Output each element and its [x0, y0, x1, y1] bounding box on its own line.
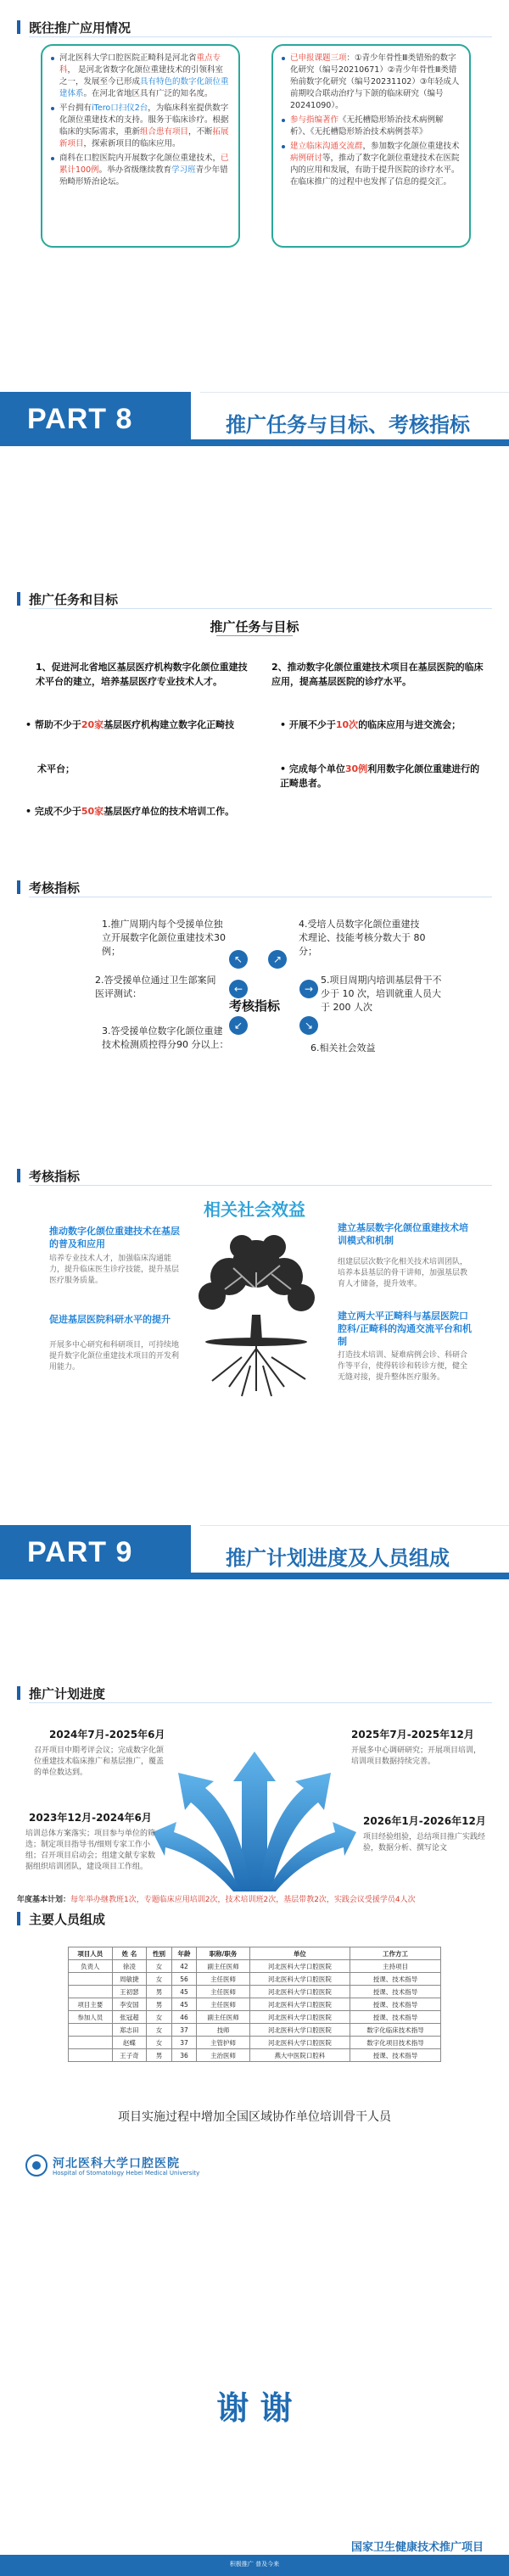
section-title: 考核指标 [29, 880, 81, 896]
section-header [0, 15, 509, 37]
annual-plan: 年度基本计划：每年举办继教班1次，专题临床应用培训2次，技术培训班2次，基层带教2次，实践会议受援学员4人次 [17, 1896, 416, 1904]
section-header [0, 875, 509, 897]
section-title: 既往推广应用情况 [29, 20, 131, 36]
table-cell: 参加人员 [69, 2011, 113, 2024]
table-cell: 授课、技术指导 [350, 1973, 440, 1986]
table-cell: 副主任医师 [197, 2011, 250, 2024]
table-cell: 男 [147, 1998, 172, 2011]
table-cell: 项目主要 [69, 1998, 113, 2011]
hospital-logo-icon [25, 2154, 48, 2176]
table-row [69, 2037, 441, 2049]
table-cell: 女 [147, 1973, 172, 1986]
section-rule [29, 36, 492, 37]
schedule-desc: 项目经验组验，总结项目推广实践经验，数据分析、撰写论文 [363, 1833, 486, 1852]
table-cell [69, 2037, 113, 2049]
section-marker [17, 1686, 20, 1700]
subtitle-rule [216, 635, 293, 636]
part-title-block [200, 392, 509, 446]
table-cell: 37 [171, 2024, 197, 2037]
task-item-cont: 术平台； [37, 763, 75, 774]
arrow-circle-icon: ↖ [229, 950, 248, 969]
table-cell: 副主任医师 [197, 1960, 250, 1973]
indicator-3: 3.答受援单位数字化颌位重建技术检测质控得分90 分以上： [102, 1025, 229, 1050]
history-card-left [41, 44, 240, 248]
history-item: 参与指编著作《无托槽隐形矫治技术病例解析》、《无托槽隐形矫治技术病例荟萃》 [282, 115, 461, 138]
hospital-name: 河北医科大学口腔医院 [53, 2157, 180, 2171]
table-cell: 河北医科大学口腔医院 [249, 1986, 350, 1998]
section-header [0, 587, 509, 609]
schedule-period: 2023年12月-2024年6月 [29, 1812, 152, 1824]
table-cell [69, 2024, 113, 2037]
table-cell: 河北医科大学口腔医院 [249, 2037, 350, 2049]
section-header [0, 1164, 509, 1186]
arrow-circle-icon: ← [229, 980, 248, 998]
table-cell: 河北医科大学口腔医院 [249, 1960, 350, 1973]
section-rule [29, 608, 492, 609]
section-header [0, 1907, 509, 1929]
schedule-period: 2025年7月-2025年12月 [351, 1729, 474, 1741]
section-marker [17, 1912, 20, 1925]
table-cell: 河北医科大学口腔医院 [249, 1998, 350, 2011]
task-item: • 帮助不少于20家基层医疗机构建立数字化正畸技 [25, 719, 235, 730]
table-row [69, 2024, 441, 2037]
table-cell: 46 [171, 2011, 197, 2024]
table-cell: 李安国 [112, 1998, 147, 2011]
table-cell: 授课、技术指导 [350, 2011, 440, 2024]
arrows-illustration [153, 1747, 356, 1891]
indicator-2: 2.答受援单位通过卫生部案间医评测试： [95, 975, 216, 999]
table-cell [69, 2049, 113, 2062]
section-title: 推广任务和目标 [29, 592, 119, 607]
indicator-5: 5.项目周期内培训基层骨干不少于 10 次，培训就重人员大于 200 人次 [321, 975, 442, 1013]
table-header-row: 项目人员 姓 名 性别 年龄 职称/职务 单位 工作方工 [69, 1947, 441, 1960]
table-cell: 主持项目 [350, 1960, 440, 1973]
history-item: 商科在口腔医院内开展数字化颌位重建技术，已累计100例。举办省级继续教育学习班青少年错殆畸形矫治论坛。 [51, 153, 230, 188]
footer-slogan: 积极推广 普及今来 [229, 2561, 280, 2568]
table-cell: 36 [171, 2049, 197, 2062]
indicator-6: 6.相关社会效益 [310, 1042, 376, 1053]
thanks-text: 谢 谢 [216, 2389, 293, 2427]
table-row [69, 2011, 441, 2024]
section-header [0, 1681, 509, 1703]
table-cell: 主任医师 [197, 1973, 250, 1986]
table-cell: 主任医师 [197, 1986, 250, 1998]
table-cell: 42 [171, 1960, 197, 1973]
section-marker [17, 880, 20, 894]
schedule-period: 2024年7月-2025年6月 [49, 1729, 165, 1741]
table-cell: 主任医师 [197, 1998, 250, 2011]
part-title: 推广任务与目标、考核指标 [226, 413, 470, 437]
history-item: 已申报课题三项：①青少年骨性Ⅲ类错殆的数字化研究（编号20210671）②青少年骨性Ⅲ类错殆前数字化研究（编号20231102）③年轻成人前期咬合联动治疗与下颌的临床研究（编号20241090）。 [282, 53, 461, 112]
arrow-circle-icon: ↙ [229, 1016, 248, 1035]
table-cell: 男 [147, 1986, 172, 1998]
indicator-center: 考核指标 [228, 998, 280, 1014]
table-cell: 王初瑟 [112, 1986, 147, 1998]
table-cell: 45 [171, 1986, 197, 1998]
part-stripe [0, 1573, 509, 1579]
table-cell: 张冠超 [112, 2011, 147, 2024]
table-row [69, 2049, 441, 2062]
indicator-1: 1.推广周期内每个受援单位独立开展数字化颌位重建技术30例； [102, 919, 226, 957]
part-number: PART 9 [27, 1536, 133, 1568]
history-item: 建立临床沟通交流群，参加数字化颌位重建技术病例研讨等，推动了数字化颌位重建技术在医院内的应用和发展，有助于提升医院的诊疗水平。在临床推广的过程中也发挥了信息的提交汇。 [282, 141, 461, 188]
table-cell: 周敏捷 [112, 1973, 147, 1986]
history-item: 平台拥有iTero口扫仪2台，为临床科室提供数字化颌位重建技术的支持。服务于临床诊疗。根据临床的实际需求，重新组合患有项目，不断拓展新项目，探索新项目的临床应用。 [51, 103, 230, 150]
section-title: 推广计划进度 [29, 1686, 106, 1702]
part-title-block [200, 1525, 509, 1579]
table-cell: 主管护师 [197, 2037, 250, 2049]
table-cell: 王子奇 [112, 2049, 147, 2062]
staff-note: 项目实施过程中增加全国区域协作单位培训骨干人员 [118, 2110, 391, 2124]
section-title: 主要人员组成 [29, 1912, 106, 1927]
table-cell: 授课、技术指导 [350, 1986, 440, 1998]
benefit-desc: 培养专业技术人才，加强临床沟通能力，提升临床医生诊疗技能，提升基层医疗服务质量。 [49, 1254, 180, 1285]
task-item: • 完成每个单位30例利用数字化颌位重建进行的正畸患者。 [280, 763, 480, 789]
table-cell: 女 [147, 2011, 172, 2024]
table-cell [69, 1986, 113, 1998]
table-cell: 燕大中医院口腔科 [249, 2049, 350, 2062]
benefit-title: 建立两大平正畸科与基层医院口腔科/正畸科的沟通交流平台和机制 [338, 1310, 473, 1347]
table-cell: 河北医科大学口腔医院 [249, 1973, 350, 1986]
organization-name: 国家卫生健康技术推广项目 [350, 2541, 484, 2554]
table-cell: 56 [171, 1973, 197, 1986]
table-cell: 数字化临床技术指导 [350, 2024, 440, 2037]
table-cell: 河北医科大学口腔医院 [249, 2024, 350, 2037]
arrow-circle-icon: ↗ [268, 950, 287, 969]
section-marker [17, 592, 20, 606]
arrow-circle-icon: → [299, 980, 318, 998]
table-cell: 主治医师 [197, 2049, 250, 2062]
table-cell: 负责人 [69, 1960, 113, 1973]
section-title: 考核指标 [29, 1169, 81, 1184]
table-cell: 女 [147, 1960, 172, 1973]
benefit-desc: 开展多中心研究和科研项目，可持续地提升数字化颌位重建技术项目的开发利用能力。 [49, 1341, 180, 1372]
schedule-desc: 开展多中心调研研究；开展项目培训，培训项目数据持续完善。 [351, 1746, 482, 1766]
benefit-title: 建立基层数字化颌位重建技术培训模式和机制 [338, 1222, 468, 1246]
benefit-desc: 打造技术培训、疑难病例会诊、科研合作等平台，使得转诊和转诊方便，健全无缝对接，提升整体医疗服务。 [338, 1351, 468, 1382]
table-cell: 女 [147, 2024, 172, 2037]
benefit-title: 推动数字化颌位重建技术在基层的普及和应用 [49, 1226, 180, 1249]
schedule-desc: 召开项目中期考评会议；完成数字化颌位重建技术临床推广和基层推广，覆盖的单位数达到。 [34, 1746, 165, 1777]
part-number-block [0, 1525, 191, 1579]
task-item: • 完成不少于50家基层医疗单位的技术培训工作。 [25, 806, 235, 817]
task-subtitle: 推广任务与目标 [210, 619, 299, 634]
arrow-circle-icon: ↘ [299, 1016, 318, 1035]
table-cell: 河北医科大学口腔医院 [249, 2011, 350, 2024]
table-cell: 授课、技术指导 [350, 2049, 440, 2062]
task-goal-2: 2、推动数字化颌位重建技术项目在基层医院的临床应用，提高基层医院的诊疗水平。 [271, 662, 484, 687]
section-marker [17, 1169, 20, 1182]
table-cell: 男 [147, 2049, 172, 2062]
table-row [69, 1998, 441, 2011]
benefit-desc: 组建层层次数字化相关技术培训团队，培养本县基层的骨干讲师，加强基层教育人才储备，提升效率。 [338, 1258, 468, 1288]
section-rule [29, 1185, 492, 1186]
task-goal-1: 1、促进河北省地区基层医疗机构数字化颌位重建技术平台的建立，培养基层医疗专业技术人才。 [36, 662, 248, 687]
footer-bar [0, 2555, 509, 2576]
hospital-name-en: Hospital of Stomatology Hebei Medical University [53, 2170, 200, 2176]
part-number-block [0, 392, 191, 446]
table-cell: 45 [171, 1998, 197, 2011]
table-cell: 37 [171, 2037, 197, 2049]
task-item: • 开展不少于10次的临床应用与进交流会； [280, 719, 461, 730]
table-row [69, 1973, 441, 1986]
part-banner [0, 392, 509, 446]
part-banner [0, 1525, 509, 1579]
table-cell: 女 [147, 2037, 172, 2049]
indicator-4: 4.受培人员数字化颌位重建技术理论、技能考核分数大于 80 分； [299, 919, 426, 957]
history-item: 河北医科大学口腔医院正畸科是河北省重点专科， 是河北省数字化颌位重建技术的引领科室之一，发展至今已形成具有特色的数字化颌位重建体系。在河北省地区具有广泛的知名度。 [51, 53, 230, 100]
schedule-period: 2026年1月-2026年12月 [363, 1815, 486, 1827]
table-row [69, 1960, 441, 1973]
section-marker [17, 20, 20, 34]
table-row [69, 1986, 441, 1998]
tree-illustration [182, 1230, 331, 1400]
table-cell: 数字化项目技术指导 [350, 2037, 440, 2049]
table-cell: 徐凌 [112, 1960, 147, 1973]
part-stripe [0, 439, 509, 446]
part-title: 推广计划进度及人员组成 [226, 1546, 450, 1570]
schedule-desc: 培训总体方案落实；项目参与单位的筛选；制定项目指导书/细则专家工作小组；召开项目启动会；组建文献专家数据组织培训团队，建设项目工作组。 [25, 1830, 156, 1871]
table-cell: 赵蝶 [112, 2037, 147, 2049]
section-rule [29, 1702, 492, 1703]
benefits-heading: 相关社会效益 [204, 1199, 305, 1220]
table-cell: 授课、技术指导 [350, 1998, 440, 2011]
history-card-right [271, 44, 471, 248]
benefit-title: 促进基层医院科研水平的提升 [49, 1314, 171, 1325]
staff-table [68, 1947, 441, 2062]
table-cell [69, 1973, 113, 1986]
table-cell: 郑志田 [112, 2024, 147, 2037]
table-cell: 技师 [197, 2024, 250, 2037]
part-number: PART 8 [27, 403, 133, 435]
